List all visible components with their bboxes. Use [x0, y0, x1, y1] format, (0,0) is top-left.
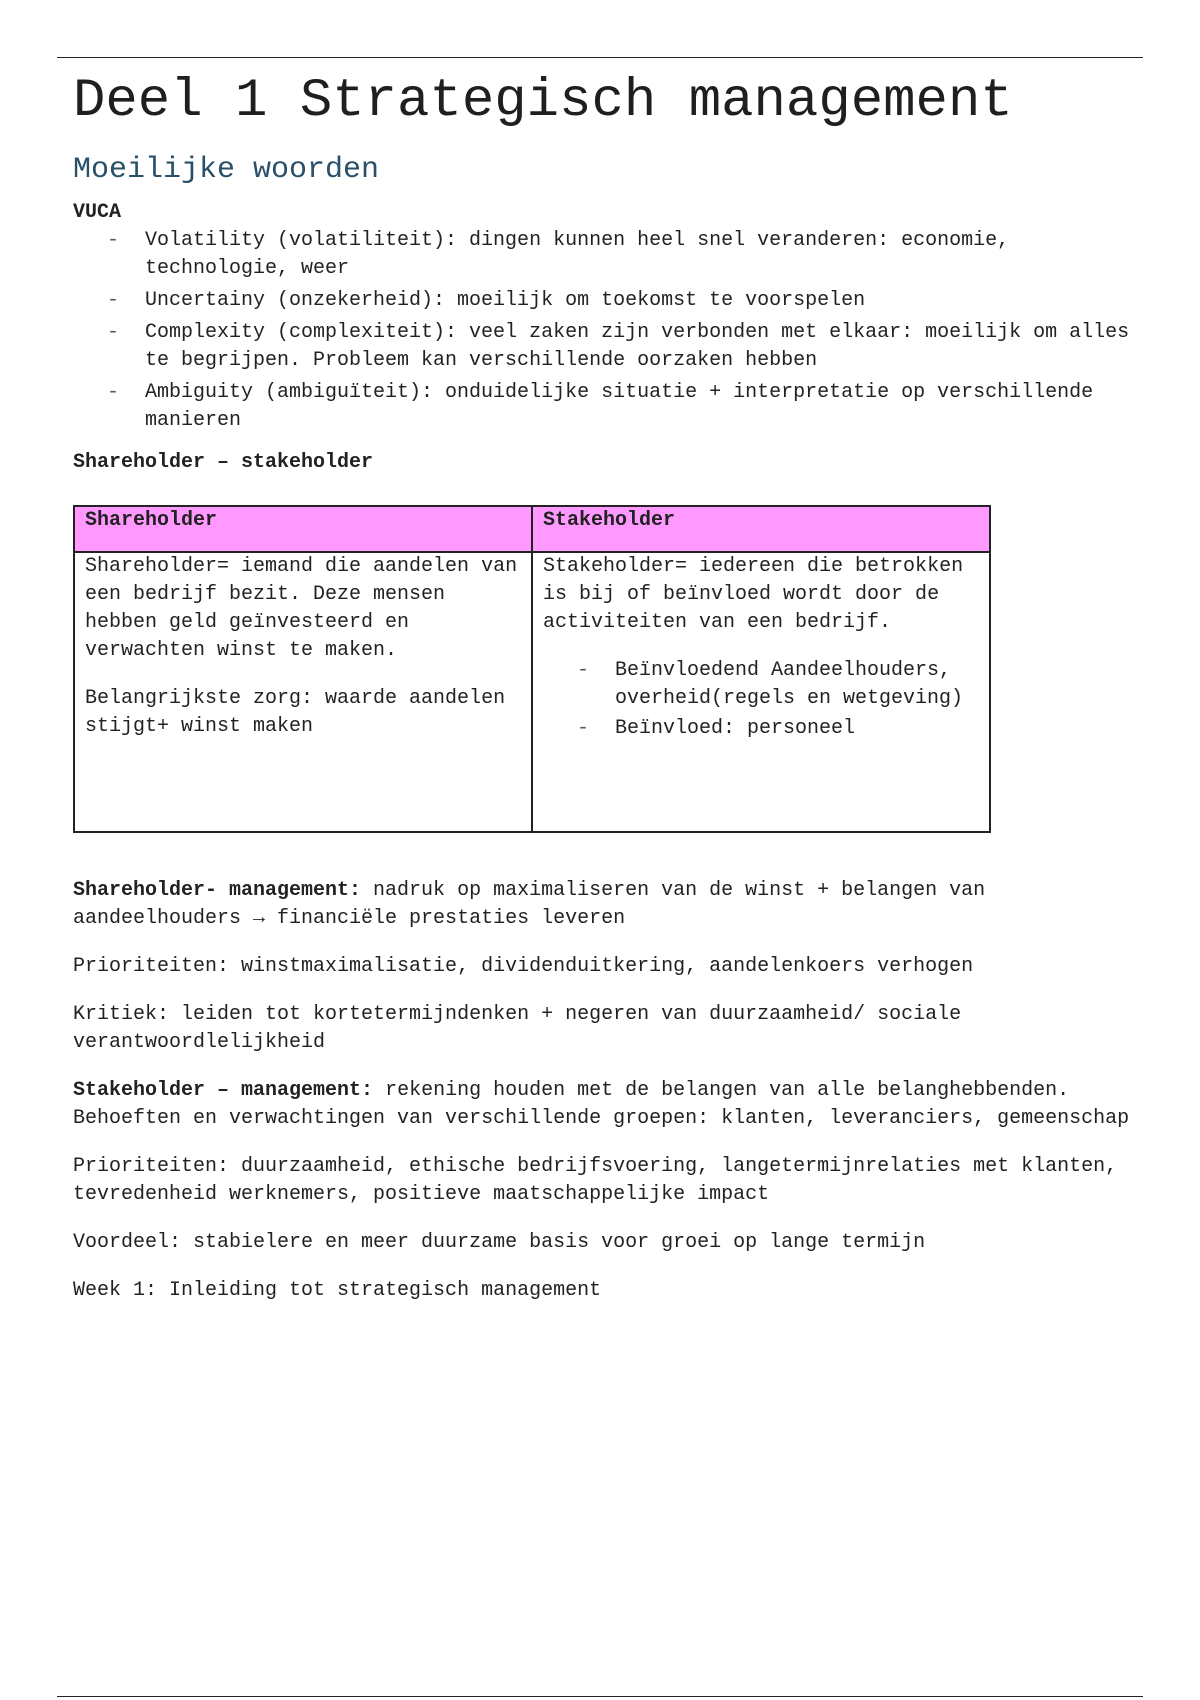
table-header-row [74, 506, 990, 552]
list-item-text: Ambiguity (ambiguïteit): onduidelijke situatie + interpretatie op verschillende manieren [145, 381, 1094, 432]
page-title: Deel 1 Strategisch management [73, 71, 1013, 132]
section-heading: Moeilijke woorden [73, 153, 380, 187]
list-item [543, 657, 979, 713]
comparison-table [73, 505, 991, 833]
stakeholder-priorities: Prioriteiten: duurzaamheid, ethische bedrijfsvoering, langetermijnrelaties met klanten, tevredenheid werknemers, positieve maatschappelijke impact [73, 1155, 1118, 1206]
stakeholder-management-label: Stakeholder – management: [73, 1079, 374, 1102]
shareholder-concern: Belangrijkste zorg: waarde aandelen stijgt+ winst maken [85, 687, 506, 738]
list-item [73, 319, 1133, 375]
list-item-text: Beïnvloed: personeel [615, 717, 856, 740]
list-item-text: Beïnvloedend Aandeelhouders, overheid(regels en wetgeving) [615, 659, 964, 710]
shareholder-management-paragraph [73, 877, 1133, 933]
document-body [73, 66, 1133, 1305]
dash-bullet-icon: - [577, 659, 590, 682]
list-item [73, 287, 1133, 315]
dash-bullet-icon: - [107, 381, 120, 404]
dash-bullet-icon: - [107, 321, 120, 344]
list-item-text: Complexity (complexiteit): veel zaken zijn verbonden met elkaar: moeilijk om alles te begrijpen. Probleem kan verschillende oorzaken hebben [145, 321, 1130, 372]
table-row [74, 552, 990, 832]
table-cell-stakeholder [532, 552, 990, 832]
shareholder-stakeholder-heading: Shareholder – stakeholder [73, 451, 374, 474]
stakeholder-management-text: rekening houden met de belangen van alle belanghebbenden. Behoeften en verwachtingen van verschillende groepen: klanten, leveranciers, gemeenschap [73, 1079, 1130, 1130]
dash-bullet-icon: - [107, 229, 120, 252]
stakeholder-management-paragraph [73, 1077, 1133, 1133]
list-item [543, 715, 979, 743]
bottom-rule [57, 1696, 1143, 1697]
shareholder-management-label: Shareholder- management: [73, 879, 362, 902]
shareholder-definition: Shareholder= iemand die aandelen van een bedrijf bezit. Deze mensen hebben geld geïnvesteerd en verwachten winst te maken. [85, 555, 518, 662]
list-item [73, 227, 1133, 283]
dash-bullet-icon: - [577, 717, 590, 740]
vuca-heading: VUCA [73, 201, 122, 224]
shareholder-priorities: Prioriteiten: winstmaximalisatie, dividenduitkering, aandelenkoers verhogen [73, 955, 974, 978]
table-cell-shareholder [74, 552, 532, 832]
dash-bullet-icon: - [107, 289, 120, 312]
list-item-text: Uncertainy (onzekerheid): moeilijk om toekomst te voorspelen [145, 289, 866, 312]
stakeholder-list [543, 657, 979, 743]
vuca-list [73, 227, 1133, 435]
shareholder-critique: Kritiek: leiden tot kortetermijndenken + negeren van duurzaamheid/ sociale verantwoordlelijkheid [73, 1003, 962, 1054]
shareholder-management-text: nadruk op maximaliseren van de winst + belangen van aandeelhouders → financiële prestaties leveren [73, 879, 986, 930]
list-item-text: Volatility (volatiliteit): dingen kunnen heel snel veranderen: economie, technologie, weer [145, 229, 1010, 280]
table-header-stakeholder: Stakeholder [532, 506, 990, 552]
stakeholder-definition: Stakeholder= iedereen die betrokken is bij of beïnvloed wordt door de activiteiten van een bedrijf. [543, 555, 964, 634]
list-item [73, 379, 1133, 435]
stakeholder-advantage: Voordeel: stabielere en meer duurzame basis voor groei op lange termijn [73, 1231, 926, 1254]
top-rule [57, 57, 1143, 58]
table-header-shareholder: Shareholder [74, 506, 532, 552]
week-line: Week 1: Inleiding tot strategisch management [73, 1279, 602, 1302]
